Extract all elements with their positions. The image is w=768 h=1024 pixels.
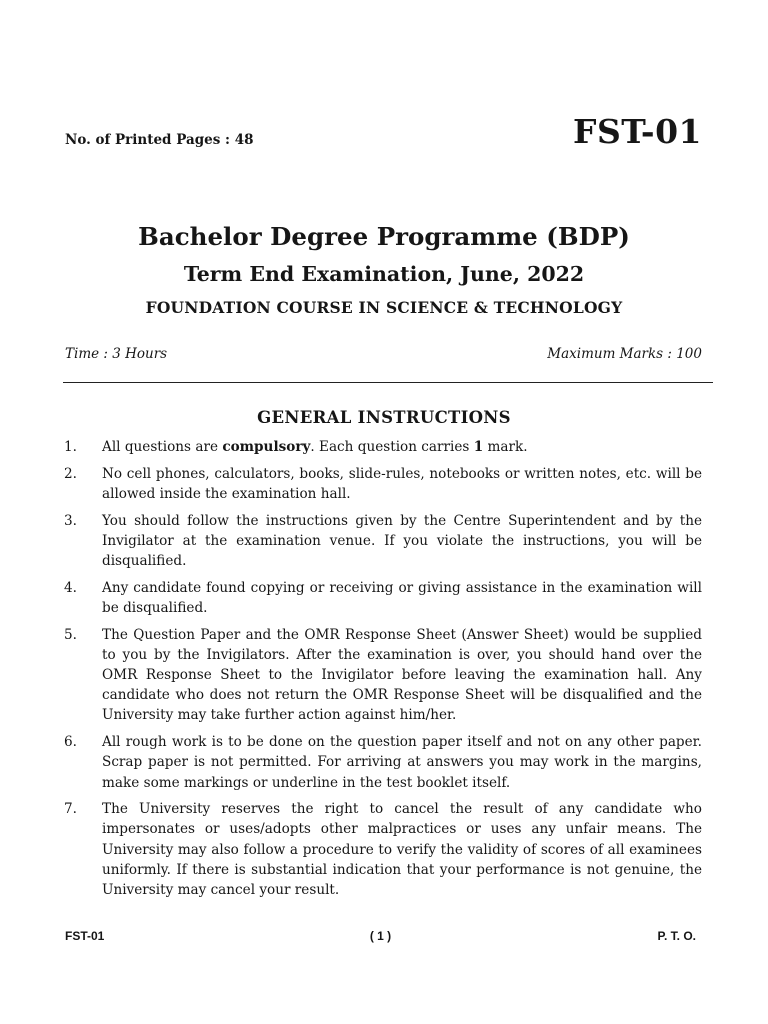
instruction-text-run: . Each question carries	[310, 439, 474, 455]
instruction-item	[64, 578, 702, 618]
instructions-list	[64, 437, 702, 907]
time-allowed: Time : 3 Hours	[65, 346, 168, 362]
programme-title: Bachelor Degree Programme (BDP)	[138, 222, 630, 251]
exam-title: Term End Examination, June, 2022	[183, 262, 585, 286]
header-row	[65, 112, 702, 156]
instruction-item	[64, 732, 702, 793]
footer-course-code: FST-01	[65, 929, 105, 943]
course-code: FST-01	[573, 112, 702, 151]
maximum-marks: Maximum Marks : 100	[547, 346, 702, 362]
please-turn-over: P. T. O.	[657, 929, 696, 943]
instruction-number: 2.	[64, 465, 77, 482]
instruction-text	[102, 439, 528, 455]
instruction-number: 4.	[64, 579, 77, 596]
instruction-text-run: The University reserves the right to cancel the result of any candidate who impersonates or uses/adopts other malpractices or uses any unfair means. The University may also follow a procedure to verify the validity of scores of all examinees uniformly. If there is substantial indication that your performance is not genuine, the University may cancel your result.	[102, 801, 702, 899]
instruction-text-run: mark.	[483, 439, 528, 455]
instruction-emphasis: 1	[473, 439, 484, 455]
printed-pages-count: No. of Printed Pages : 48	[65, 132, 254, 148]
instruction-text	[102, 466, 702, 502]
instruction-item	[64, 464, 702, 504]
divider-line	[63, 382, 713, 383]
instruction-emphasis: compulsory	[222, 439, 311, 455]
instruction-number: 3.	[64, 512, 77, 529]
page-number: ( 1 )	[369, 929, 392, 943]
instruction-text	[102, 513, 702, 569]
instruction-text-run: No cell phones, calculators, books, slide-rules, notebooks or written notes, etc. will be allowed inside the examination hall.	[102, 465, 702, 502]
instruction-item	[64, 799, 702, 900]
instruction-item	[64, 511, 702, 572]
instruction-number: 1.	[64, 439, 77, 455]
instruction-text-run: The Question Paper and the OMR Response Sheet (Answer Sheet) would be supplied to you by the Invigilators. After the examination is over, you should hand over the OMR Response Sheet to the Invigilator before leaving the examination hall. Any candidate who does not return the OMR Response Sheet will be disqualified and the University may take further action against him/her.	[102, 626, 702, 724]
instruction-text-run: Any candidate found copying or receiving or giving assistance in the examination will be disqualified.	[102, 579, 702, 616]
instruction-item	[64, 437, 702, 457]
instruction-text	[102, 627, 702, 724]
instruction-text	[102, 734, 702, 790]
instructions-heading: GENERAL INSTRUCTIONS	[257, 408, 511, 427]
page-footer	[65, 929, 696, 947]
instruction-text-run: You should follow the instructions given by the Centre Superintendent and by the Invigilator at the examination venue. If you violate the instructions, you will be disqualified.	[102, 512, 702, 570]
instruction-number: 5.	[64, 626, 77, 643]
course-title: FOUNDATION COURSE IN SCIENCE & TECHNOLOGY	[145, 298, 623, 317]
instruction-text-run: All questions are	[102, 439, 223, 455]
instruction-text	[102, 580, 702, 616]
instruction-text-run: All rough work is to be done on the question paper itself and not on any other paper. Scrap paper is not permitted. For arriving at answers you may work in the margins, make some markings or underline in the test booklet itself.	[102, 734, 702, 791]
instruction-item	[64, 625, 702, 726]
exam-meta-row	[65, 346, 702, 366]
instruction-number: 6.	[64, 734, 77, 751]
instruction-number: 7.	[64, 801, 77, 818]
instruction-text	[102, 801, 702, 898]
